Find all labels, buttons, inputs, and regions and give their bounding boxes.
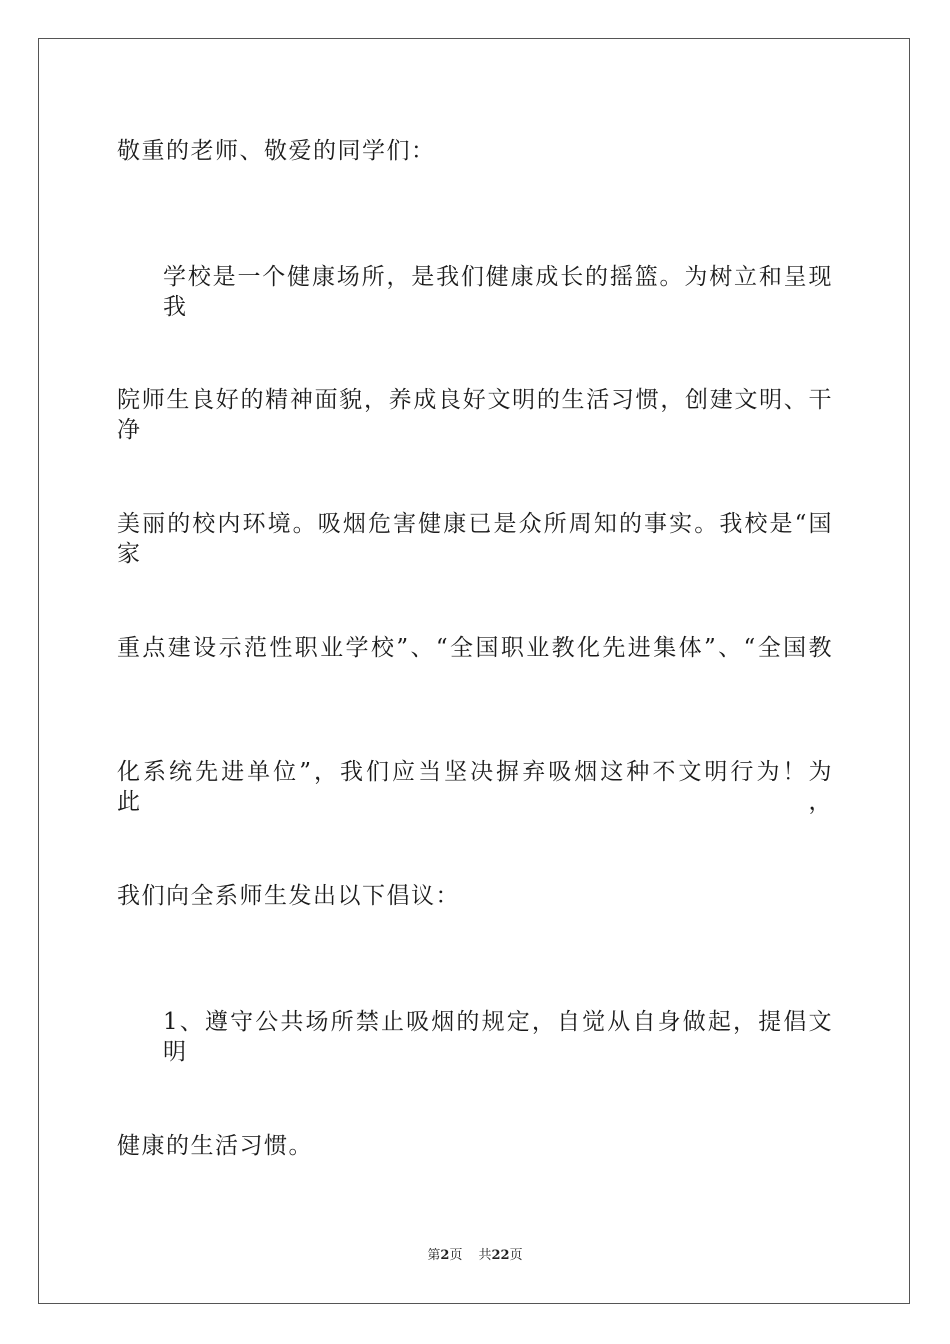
- page-number: 2: [440, 1248, 450, 1263]
- page-prefix: 第: [427, 1248, 441, 1263]
- body-line-2: 院师生良好的精神面貌，养成良好文明的生活习惯，创建文明、干净: [117, 387, 833, 443]
- list-item-1-line-2: 健康的生活习惯。: [117, 1133, 313, 1159]
- page-suffix: 页: [449, 1248, 463, 1263]
- page-border: [38, 38, 910, 1304]
- body-line-6: 我们向全系师生发出以下倡议：: [117, 883, 460, 909]
- page-footer: [0, 1247, 950, 1265]
- list-item-1-line-1: 1、遵守公共场所禁止吸烟的规定，自觉从自身做起，提倡文明: [163, 1009, 833, 1065]
- body-line-4: 重点建设示范性职业学校”、“全国职业教化先进集体”、“全国教: [117, 635, 833, 661]
- body-line-1: 学校是一个健康场所，是我们健康成长的摇篮。为树立和呈现我: [163, 264, 833, 320]
- greeting-line: 敬重的老师、敬爱的同学们：: [117, 138, 436, 164]
- body-line-5: 化系统先进单位”，我们应当坚决摒弃吸烟这种不文明行为！为此，: [117, 759, 833, 815]
- total-suffix: 页: [509, 1248, 523, 1263]
- total-prefix: 共: [478, 1248, 492, 1263]
- total-pages: 22: [491, 1248, 510, 1263]
- body-line-3: 美丽的校内环境。吸烟危害健康已是众所周知的事实。我校是“国家: [117, 511, 833, 567]
